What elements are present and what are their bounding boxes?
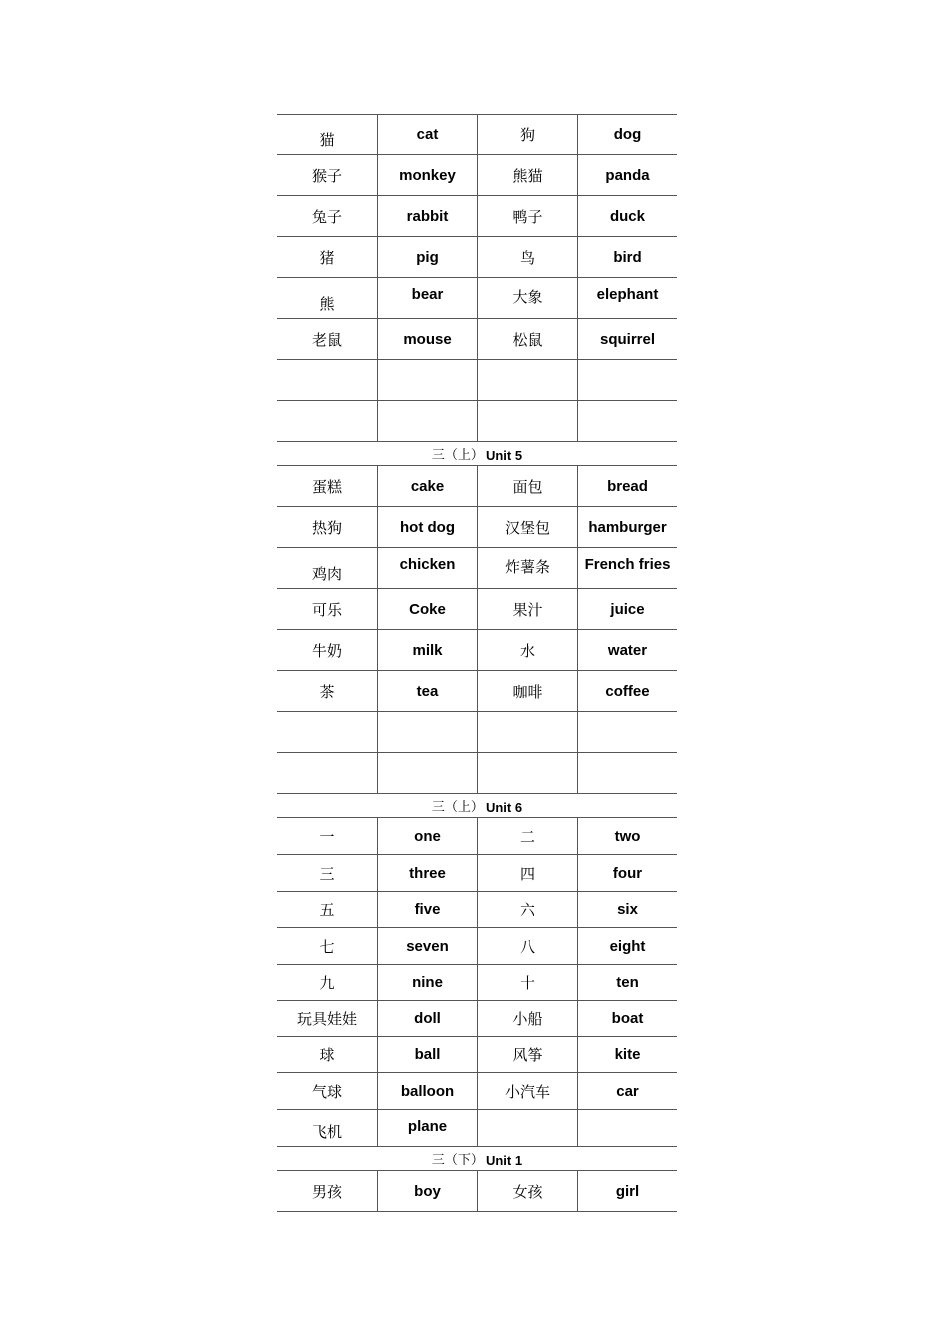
vocab-row [277, 319, 677, 360]
english-word-cell: car [577, 1073, 677, 1109]
chinese-word-cell: 气球 [311, 1082, 342, 1101]
unit-header [277, 442, 677, 466]
english-word-cell: nine [377, 965, 477, 1000]
chinese-word-cell [477, 753, 577, 793]
chinese-word-cell: 六 [477, 892, 577, 927]
english-word-cell: boat [577, 1001, 677, 1036]
vocab-row [277, 360, 677, 401]
chinese-word-cell: 鸟 [477, 237, 577, 277]
chinese-word-cell: 鸡肉 [311, 565, 342, 583]
unit-number: Unit 5 [485, 448, 523, 463]
chinese-word-cell: 飞机 [311, 1123, 342, 1141]
english-word-cell: French fries [577, 548, 677, 588]
chinese-word-cell: 老鼠 [311, 330, 342, 349]
chinese-word-cell: 鸭子 [477, 196, 577, 236]
english-word-cell: juice [577, 589, 677, 629]
chinese-word-cell: 果汁 [477, 589, 577, 629]
vocab-row [277, 1073, 677, 1110]
chinese-word-cell: 面包 [477, 466, 577, 506]
chinese-word-cell: 大象 [477, 278, 577, 318]
chinese-word-cell: 猴子 [311, 166, 342, 185]
english-word-cell: elephant [577, 278, 677, 318]
vocab-row [277, 892, 677, 928]
vocab-row [277, 1110, 677, 1147]
english-word-cell: cake [377, 466, 477, 506]
english-word-cell: boy [377, 1171, 477, 1211]
chinese-word-cell: 热狗 [311, 518, 342, 537]
english-word-cell: ten [577, 965, 677, 1000]
english-word-cell: balloon [377, 1073, 477, 1109]
english-word-cell [577, 712, 677, 752]
vocab-row [277, 196, 677, 237]
vocab-row [277, 712, 677, 753]
vocab-row [277, 548, 677, 589]
chinese-word-cell: 风筝 [477, 1037, 577, 1072]
chinese-word-cell: 牛奶 [311, 641, 342, 660]
english-word-cell: doll [377, 1001, 477, 1036]
english-word-cell: six [577, 892, 677, 927]
chinese-word-cell [477, 1110, 577, 1146]
english-word-cell: two [577, 818, 677, 854]
english-word-cell: duck [577, 196, 677, 236]
chinese-word-cell: 咖啡 [477, 671, 577, 711]
chinese-word-cell: 三 [319, 864, 335, 883]
english-word-cell: girl [577, 1171, 677, 1211]
vocab-row [277, 1037, 677, 1073]
chinese-word-cell: 五 [319, 901, 335, 919]
chinese-word-cell [277, 360, 377, 400]
unit-grade: 三（上） [431, 448, 484, 463]
chinese-word-cell: 八 [477, 928, 577, 964]
english-word-cell: water [577, 630, 677, 670]
english-word-cell [577, 1110, 677, 1146]
chinese-word-cell: 一 [319, 827, 335, 846]
vocab-row [277, 237, 677, 278]
chinese-word-cell: 蛋糕 [311, 477, 342, 496]
unit-grade: 三（上） [431, 800, 484, 815]
english-word-cell: dog [577, 115, 677, 154]
chinese-word-cell: 球 [319, 1046, 335, 1064]
unit-header [277, 1147, 677, 1171]
chinese-word-cell [277, 753, 377, 793]
chinese-word-cell [277, 401, 377, 441]
chinese-word-cell [477, 401, 577, 441]
english-word-cell: four [577, 855, 677, 891]
vocab-row [277, 928, 677, 965]
english-word-cell: coffee [577, 671, 677, 711]
english-word-cell: panda [577, 155, 677, 195]
chinese-word-cell: 猫 [319, 131, 335, 149]
chinese-word-cell: 二 [477, 818, 577, 854]
chinese-word-cell: 可乐 [311, 600, 342, 619]
english-word-cell: tea [377, 671, 477, 711]
english-word-cell: seven [377, 928, 477, 964]
chinese-word-cell [277, 712, 377, 752]
chinese-word-cell: 猪 [319, 248, 335, 267]
vocab-row [277, 855, 677, 892]
unit-number: Unit 6 [485, 800, 523, 815]
chinese-word-cell: 十 [477, 965, 577, 1000]
english-word-cell: three [377, 855, 477, 891]
vocab-row [277, 507, 677, 548]
english-word-cell: monkey [377, 155, 477, 195]
chinese-word-cell: 狗 [477, 115, 577, 154]
vocab-row [277, 401, 677, 442]
chinese-word-cell: 水 [477, 630, 577, 670]
unit-grade: 三（下） [431, 1153, 484, 1168]
english-word-cell: rabbit [377, 196, 477, 236]
english-word-cell: ball [377, 1037, 477, 1072]
english-word-cell: eight [577, 928, 677, 964]
english-word-cell: milk [377, 630, 477, 670]
english-word-cell: one [377, 818, 477, 854]
english-word-cell: cat [377, 115, 477, 154]
chinese-word-cell: 熊 [319, 295, 335, 313]
chinese-word-cell: 九 [319, 974, 335, 992]
chinese-word-cell: 兔子 [311, 207, 342, 226]
vocab-row [277, 589, 677, 630]
chinese-word-cell: 小汽车 [477, 1073, 577, 1109]
chinese-word-cell: 小船 [477, 1001, 577, 1036]
english-word-cell: mouse [377, 319, 477, 359]
vocab-row [277, 466, 677, 507]
chinese-word-cell [477, 712, 577, 752]
vocab-row [277, 114, 677, 155]
english-word-cell [377, 401, 477, 441]
chinese-word-cell: 七 [319, 937, 335, 956]
vocab-row [277, 630, 677, 671]
english-word-cell: hamburger [577, 507, 677, 547]
chinese-word-cell: 玩具娃娃 [296, 1010, 357, 1028]
chinese-word-cell: 松鼠 [477, 319, 577, 359]
english-word-cell [577, 401, 677, 441]
english-word-cell: bird [577, 237, 677, 277]
english-word-cell [577, 360, 677, 400]
english-word-cell [577, 753, 677, 793]
english-word-cell [377, 753, 477, 793]
english-word-cell: plane [377, 1110, 477, 1146]
vocab-row [277, 965, 677, 1001]
vocab-row [277, 155, 677, 196]
vocab-row [277, 818, 677, 855]
english-word-cell [377, 360, 477, 400]
chinese-word-cell [477, 360, 577, 400]
english-word-cell: bread [577, 466, 677, 506]
english-word-cell: hot dog [377, 507, 477, 547]
english-word-cell: kite [577, 1037, 677, 1072]
vocabulary-sheet [277, 114, 677, 1212]
chinese-word-cell: 炸薯条 [477, 548, 577, 588]
english-word-cell [377, 712, 477, 752]
english-word-cell: bear [377, 278, 477, 318]
vocab-row [277, 278, 677, 319]
vocab-row [277, 671, 677, 712]
english-word-cell: five [377, 892, 477, 927]
vocab-row [277, 753, 677, 794]
english-word-cell: chicken [377, 548, 477, 588]
vocab-row [277, 1001, 677, 1037]
vocab-row [277, 1171, 677, 1212]
unit-header [277, 794, 677, 818]
chinese-word-cell: 女孩 [477, 1171, 577, 1211]
english-word-cell: pig [377, 237, 477, 277]
chinese-word-cell: 四 [477, 855, 577, 891]
chinese-word-cell: 茶 [319, 682, 335, 701]
english-word-cell: squirrel [577, 319, 677, 359]
unit-number: Unit 1 [485, 1153, 523, 1168]
chinese-word-cell: 熊猫 [477, 155, 577, 195]
chinese-word-cell: 男孩 [311, 1182, 342, 1201]
english-word-cell: Coke [377, 589, 477, 629]
chinese-word-cell: 汉堡包 [477, 507, 577, 547]
